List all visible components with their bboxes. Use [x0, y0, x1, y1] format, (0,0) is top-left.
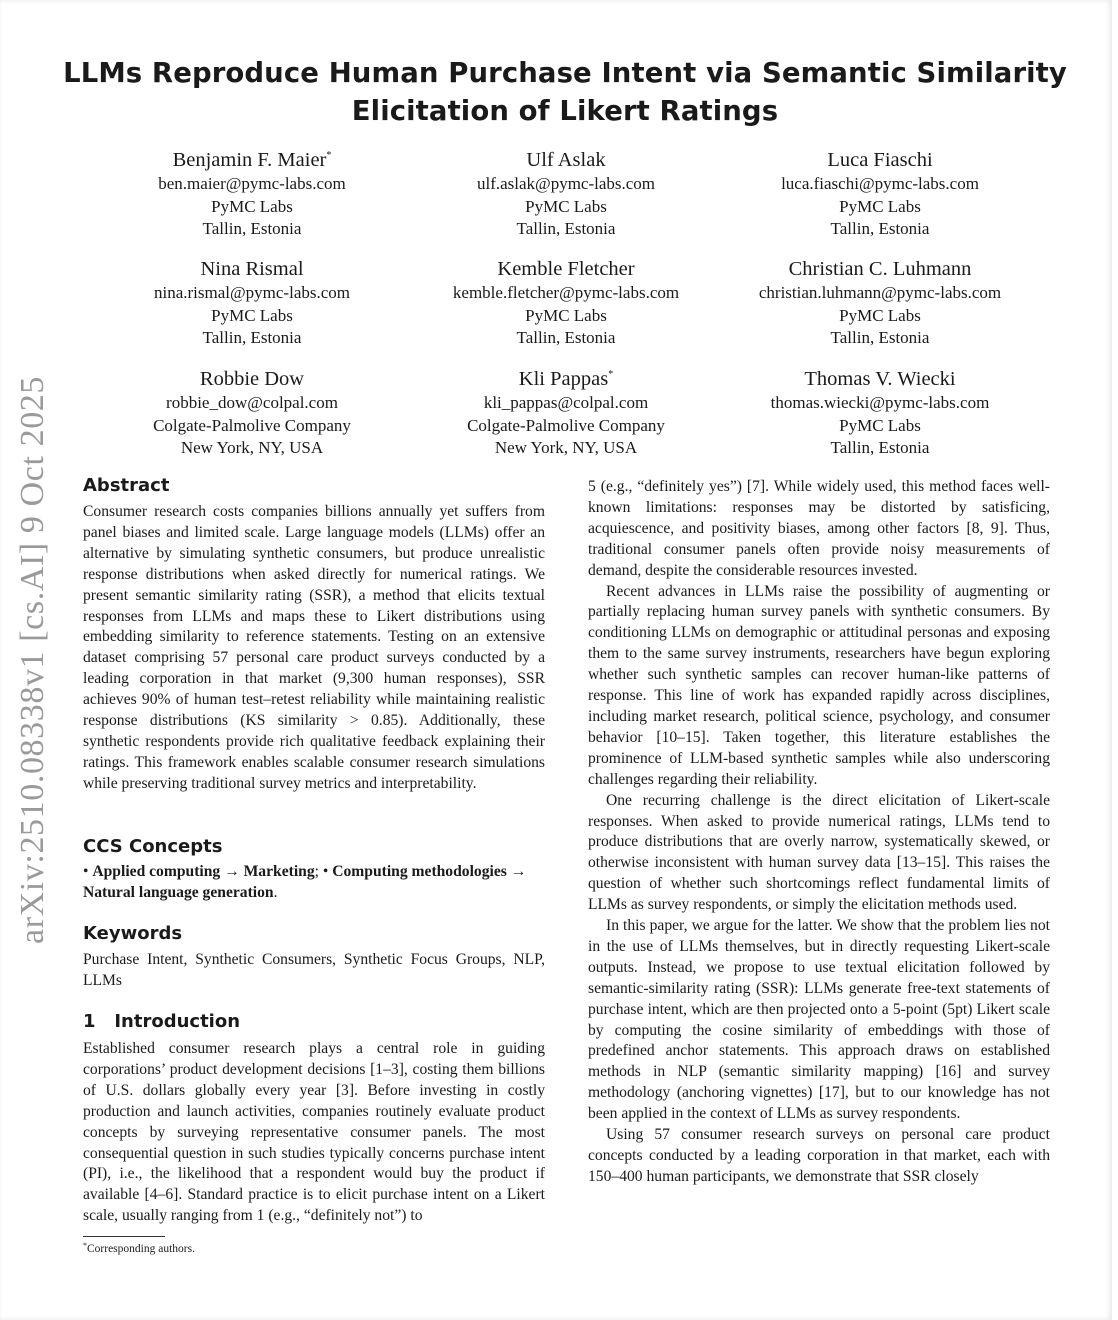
keywords-heading: Keywords — [83, 923, 183, 944]
author-name: Kemble Fletcher — [497, 258, 635, 280]
author-location: Tallin, Estonia — [830, 328, 930, 347]
author-affiliation: PyMC Labs — [525, 196, 607, 216]
footnote-mark: * — [83, 1241, 87, 1250]
footnote-text: Corresponding authors. — [87, 1243, 195, 1255]
author-affiliation: PyMC Labs — [839, 305, 921, 325]
abstract-body — [83, 502, 545, 795]
author-block — [87, 148, 417, 241]
intro-paragraph: In this paper, we argue for the latter. We show that the problem lies not in the use of LLMs themselves, but in directly requesting Likert-scale outputs. Instead, we propose to use textual elicitation followed by semantic-similarity rating (SSR): LLMs generate free-text statements of purchase intent, which are then projected onto a 5-point (5pt) Likert scale by computing the cosine similarity of embeddings with those of predefined anchor statements. This approach draws on established methods in NLP (semantic similarity mapping) [16] and survey methodology (anchoring vignettes) [17], but to our knowledge has not been applied in the context of LLMs as survey respondents. — [588, 917, 1050, 1123]
author-block — [401, 257, 731, 350]
author-affiliation: PyMC Labs — [839, 196, 921, 216]
keywords-text: Purchase Intent, Synthetic Consumers, Synthetic Focus Groups, NLP, LLMs — [83, 951, 545, 989]
author-name: Kli Pappas — [518, 368, 609, 390]
author-location: Tallin, Estonia — [202, 328, 302, 347]
author-email[interactable]: nina.rismal@pymc-labs.com — [154, 283, 350, 302]
author-email[interactable]: thomas.wiecki@pymc-labs.com — [770, 393, 990, 412]
author-block — [401, 367, 731, 460]
author-location: New York, NY, USA — [180, 438, 324, 457]
ccs-concept-1-a: Applied computing — [92, 863, 221, 880]
author-block — [715, 148, 1045, 241]
author-affiliation: PyMC Labs — [211, 305, 293, 325]
author-block — [401, 148, 731, 241]
intro-paragraph: One recurring challenge is the direct elicitation of Likert-scale responses. When asked to provide numerical ratings, LLMs tend to produce distributions that are overly narrow, systematically skewed, or otherwise inconsistent with human survey data [13–15]. This raises the question of whether such shortcomings reflect fundamental limits of LLMs as survey respondents, or simply the elicitation methods used. — [588, 791, 1050, 914]
author-name: Ulf Aslak — [526, 149, 606, 171]
author-location: New York, NY, USA — [494, 438, 638, 457]
title-line-1: LLMs Reproduce Human Purchase Intent via Semantic Similarity — [63, 57, 1067, 89]
author-name: Thomas V. Wiecki — [804, 368, 956, 390]
author-name: Christian C. Luhmann — [788, 258, 972, 280]
corresponding-mark: * — [608, 369, 614, 380]
corresponding-mark: * — [326, 150, 332, 161]
introduction-body-right — [588, 477, 1050, 1188]
author-name: Nina Rismal — [200, 258, 304, 280]
author-email[interactable]: kli_pappas@colpal.com — [483, 393, 649, 412]
intro-paragraph: Recent advances in LLMs raise the possibility of augmenting or partially replacing human survey panels with synthetic consumers. By conditioning LLMs on demographic or attitudinal personas and exposing them to the same survey instruments, researchers have begun exploring whether such synthetic samples can recover human-like patterns of response. This line of work has expanded rapidly across disciplines, including market research, political science, psychology, and consumer behavior [10–15]. Taken together, this literature establishes the prominence of LLM-based synthetic samples while also underscoring challenges regarding their reliability. — [588, 582, 1050, 788]
intro-paragraph: Using 57 consumer research surveys on personal care product concepts conducted by a leading corporation in that market, each with 150–400 human participants, we demonstrate that SSR closely — [588, 1126, 1050, 1185]
author-block — [715, 367, 1045, 460]
author-location: Tallin, Estonia — [202, 219, 302, 238]
ccs-concept-2-b: Natural language generation — [83, 883, 274, 901]
ccs-bullet: • — [83, 863, 89, 880]
author-affiliation: Colgate-Palmolive Company — [467, 415, 665, 435]
paper-title — [60, 54, 1070, 130]
author-affiliation: PyMC Labs — [525, 305, 607, 325]
author-email[interactable]: luca.fiaschi@pymc-labs.com — [781, 174, 979, 193]
keywords-body — [83, 950, 545, 992]
abstract-heading: Abstract — [83, 475, 170, 496]
ccs-bullet: • — [322, 863, 329, 880]
ccs-arrow: → — [224, 863, 240, 880]
arxiv-identifier-stamp: arXiv:2510.08338v1 [cs.AI] 9 Oct 2025 — [14, 376, 51, 944]
ccs-concept-2-a: Computing methodologies — [332, 863, 507, 880]
ccs-concepts — [83, 862, 545, 904]
author-name: Benjamin F. Maier — [172, 149, 327, 171]
author-location: Tallin, Estonia — [830, 219, 930, 238]
footnote-divider — [83, 1236, 165, 1237]
author-block — [715, 257, 1045, 350]
author-location: Tallin, Estonia — [516, 328, 616, 347]
introduction-body-left — [83, 1039, 545, 1227]
section-number: 1 — [83, 1011, 96, 1032]
author-block — [87, 257, 417, 350]
author-email[interactable]: christian.luhmann@pymc-labs.com — [758, 283, 1002, 302]
ccs-heading: CCS Concepts — [83, 836, 223, 857]
author-email[interactable]: ulf.aslak@pymc-labs.com — [476, 174, 656, 193]
author-location: Tallin, Estonia — [830, 438, 930, 457]
author-affiliation: PyMC Labs — [211, 196, 293, 216]
footnote — [83, 1242, 195, 1256]
title-line-2: Elicitation of Likert Ratings — [351, 95, 779, 127]
author-name: Luca Fiaschi — [827, 149, 933, 171]
author-location: Tallin, Estonia — [516, 219, 616, 238]
intro-paragraph: Established consumer research plays a central role in guiding corporations’ product development decisions [1–3], costing them billions of U.S. dollars globally every year [3]. Before investing in costly production and launch activities, companies routinely evaluate product concepts by surveying representative consumer panels. The most consequential question in such studies typically concerns purchase intent (PI), i.e., the likelihood that a respondent would buy the product if available [4–6]. Standard practice is to elicit purchase intent on a Likert scale, usually ranging from 1 (e.g., “definitely not”) to — [83, 1040, 545, 1225]
author-email[interactable]: ben.maier@pymc-labs.com — [158, 174, 346, 193]
ccs-concept-1-b: Marketing — [243, 863, 315, 880]
intro-paragraph: 5 (e.g., “definitely yes”) [7]. While widely used, this method faces well-known limitations: responses may be distorted by satisficing, acquiescence, and positivity biases, among other factors [8, 9]. Thus, traditional consumer panels often provide noisy measurements of demand, despite the considerable resources invested. — [588, 478, 1050, 579]
section-title: Introduction — [114, 1011, 241, 1032]
author-name: Robbie Dow — [199, 368, 305, 390]
author-affiliation: Colgate-Palmolive Company — [153, 415, 351, 435]
author-affiliation: PyMC Labs — [839, 415, 921, 435]
ccs-arrow: → — [510, 863, 527, 880]
ccs-end: . — [273, 883, 278, 901]
ccs-separator: ; — [314, 863, 319, 880]
author-block — [87, 367, 417, 460]
abstract-text: Consumer research costs companies billions annually yet suffers from panel biases and limited scale. Large language models (LLMs) offer an alternative by simulating synthetic consumers, but produce unrealistic response distributions when asked directly for numerical ratings. We present semantic similarity rating (SSR), a method that elicits textual responses from LLMs and maps these to Likert distributions using embedding similarity to reference statements. Testing on an extensive dataset comprising 57 personal care product surveys conducted by a leading corporation in that market (9,300 human responses), SSR achieves 90% of human test–retest reliability while maintaining realistic response distributions (KS similarity > 0.85). Additionally, these synthetic respondents provide rich qualitative feedback explaining their ratings. This framework enables scalable consumer research simulations while preserving traditional survey metrics and interpretability. — [83, 503, 545, 792]
author-email[interactable]: robbie_dow@colpal.com — [166, 393, 338, 412]
introduction-heading — [83, 1010, 240, 1034]
author-email[interactable]: kemble.fletcher@pymc-labs.com — [452, 283, 680, 302]
